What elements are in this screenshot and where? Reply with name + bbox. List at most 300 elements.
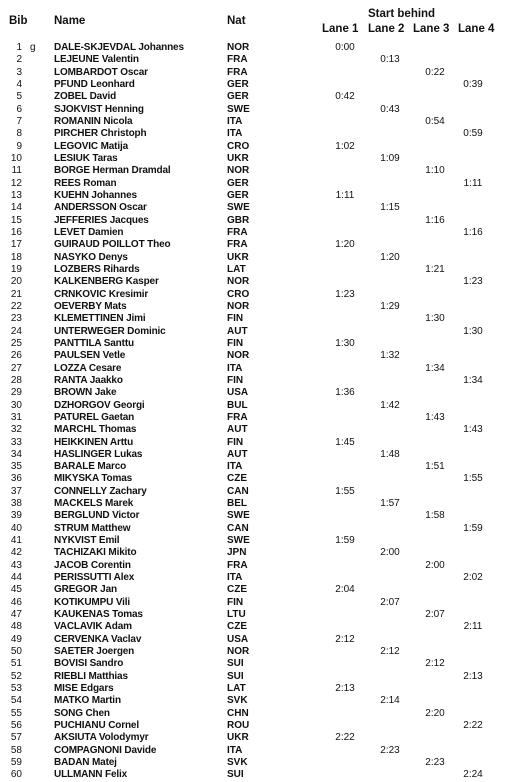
nation-code: SWE [227,510,250,522]
bib-cell: 7 [16,115,22,127]
nation-code: FRA [227,54,248,66]
athlete-name: NYKVIST Emil [54,535,120,547]
nation-code: GER [227,78,249,90]
table-row [0,190,509,202]
start-behind-time: 1:11 [335,189,355,201]
start-behind-time: 1:48 [380,448,400,460]
table-row [0,326,509,338]
athlete-name: LESIUK Taras [54,152,118,164]
athlete-name: LOZBERS Rihards [54,263,140,275]
flag-cell: g [30,42,36,53]
bib-cell: 42 [10,547,22,559]
nation-code: SWE [227,103,250,115]
athlete-name: GUIRAUD POILLOT Theo [54,239,171,251]
table-row [0,461,509,473]
bib-cell: 53 [10,683,22,695]
bib-cell: 50 [10,646,22,658]
start-behind-time: 1:43 [463,424,483,436]
bib-cell: 58 [10,744,22,756]
table-row [0,301,509,313]
bib-cell: 22 [10,300,22,312]
athlete-name: SAETER Joergen [54,646,135,658]
nation-code: ITA [227,362,243,374]
nation-code: AUT [227,424,248,436]
athlete-name: COMPAGNONI Davide [54,744,157,756]
bib-cell: 56 [10,720,22,732]
athlete-name: DZHORGOV Georgi [54,399,145,411]
bib-cell: 30 [10,399,22,411]
table-row [0,437,509,449]
athlete-name: HEIKKINEN Arttu [54,436,134,448]
table-row [0,584,509,596]
nation-code: FRA [227,559,248,571]
bib-cell: 41 [10,535,22,547]
table-row [0,141,509,153]
table-row [0,732,509,744]
lane1-header: Lane 1 [322,23,359,35]
table-row [0,116,509,128]
start-behind-time: 1:42 [380,399,400,411]
athlete-name: JEFFERIES Jacques [54,214,149,226]
table-row [0,535,509,547]
start-behind-time: 2:02 [463,572,483,584]
start-behind-time: 1:43 [425,411,445,423]
nation-code: USA [227,387,249,399]
athlete-name: TACHIZAKI Mikito [54,547,137,559]
nation-code: ITA [227,115,243,127]
start-behind-time: 2:00 [380,547,400,559]
table-row [0,412,509,424]
nation-code: FIN [227,374,244,386]
lane2-header: Lane 2 [368,23,405,35]
nation-code: GER [227,91,249,103]
table-row [0,264,509,276]
start-behind-time: 1:32 [380,350,400,362]
start-behind-time: 1:34 [425,362,445,374]
bib-cell: 32 [10,424,22,436]
start-behind-time: 1:09 [380,152,400,164]
nation-code: SVK [227,695,248,707]
bib-cell: 17 [10,239,22,251]
start-behind-time: 2:00 [425,559,445,571]
bib-cell: 36 [10,473,22,485]
table-row [0,424,509,436]
bib-cell: 40 [10,522,22,534]
nation-code: LAT [227,263,246,275]
start-behind-header: Start behind [368,8,436,20]
nation-code: AUT [227,448,248,460]
bib-cell: 13 [10,189,22,201]
bib-cell: 14 [10,202,22,214]
bib-cell: 11 [11,165,22,177]
table-row [0,104,509,116]
athlete-name: STRUM Matthew [54,522,131,534]
start-behind-time: 2:12 [425,658,445,670]
athlete-name: PIRCHER Christoph [54,128,147,140]
lane3-header: Lane 3 [413,23,450,35]
bib-cell: 24 [10,325,22,337]
table-row [0,289,509,301]
table-row [0,227,509,239]
nation-code: FRA [227,66,248,78]
nation-code: NOR [227,350,250,362]
bib-cell: 44 [10,572,22,584]
table-row [0,42,509,54]
bib-cell: 43 [10,559,22,571]
bib-cell: 49 [10,633,22,645]
table-row [0,658,509,670]
bib-cell: 37 [10,485,22,497]
athlete-name: ROMANIN Nicola [54,115,133,127]
bib-cell: 55 [10,707,22,719]
athlete-name: PERISSUTTI Alex [54,572,135,584]
bib-cell: 51 [10,658,22,670]
athlete-name: NASYKO Denys [54,251,128,263]
table-row [0,338,509,350]
bib-cell: 26 [10,350,22,362]
athlete-name: KOTIKUMPU Vili [54,596,131,608]
start-behind-time: 0:22 [425,66,445,78]
table-row [0,572,509,584]
athlete-name: UNTERWEGER Dominic [54,325,166,337]
table-row [0,54,509,66]
bib-cell: 27 [10,362,22,374]
start-behind-time: 1:55 [463,473,483,485]
bib-cell: 47 [10,609,22,621]
start-behind-time: 0:42 [335,91,355,103]
nation-code: GBR [227,214,250,226]
athlete-name: LEVET Damien [54,226,124,238]
bib-cell: 15 [10,214,22,226]
nation-code: LTU [227,609,246,621]
start-behind-time: 1:15 [380,202,400,214]
table-row [0,400,509,412]
bib-cell: 45 [10,584,22,596]
name-header: Name [54,15,86,27]
table-row [0,597,509,609]
athlete-name: BOVISI Sandro [54,658,124,670]
table-row [0,523,509,535]
nation-code: UKR [227,732,249,744]
start-behind-time: 1:34 [463,374,483,386]
nation-code: SUI [227,769,244,781]
nation-code: CAN [227,522,249,534]
start-behind-time: 1:16 [425,214,445,226]
start-behind-time: 2:22 [335,732,355,744]
start-behind-time: 1:59 [463,522,483,534]
bib-cell: 39 [10,510,22,522]
table-row [0,486,509,498]
nation-code: FRA [227,239,248,251]
nation-code: NOR [227,646,250,658]
nation-code: CZE [227,473,247,485]
bib-cell: 18 [10,251,22,263]
start-behind-time: 2:13 [463,670,483,682]
nation-code: SVK [227,757,248,769]
nation-code: BEL [227,498,247,510]
nation-code: NOR [227,42,250,53]
nation-code: SWE [227,535,250,547]
table-row [0,757,509,769]
table-row [0,350,509,362]
bib-cell: 29 [10,387,22,399]
nation-code: CRO [227,288,250,300]
start-behind-time: 1:51 [425,461,445,473]
nation-code: ITA [227,744,243,756]
start-behind-time: 2:23 [380,744,400,756]
athlete-name: JACOB Corentin [54,559,131,571]
athlete-name: RANTA Jaakko [54,374,123,386]
athlete-name: OEVERBY Mats [54,300,127,312]
table-row [0,449,509,461]
nation-code: CRO [227,140,250,152]
athlete-name: BARALE Marco [54,461,127,473]
athlete-name: BROWN Jake [54,387,117,399]
bib-cell: 52 [10,670,22,682]
athlete-name: MISE Edgars [54,683,114,695]
nation-code: JPN [227,547,247,559]
bib-cell: 48 [10,621,22,633]
table-row [0,671,509,683]
bib-cell: 33 [10,436,22,448]
nation-code: NOR [227,165,250,177]
start-behind-time: 0:13 [380,54,400,66]
athlete-name: MARCHL Thomas [54,424,137,436]
athlete-name: HASLINGER Lukas [54,448,143,460]
table-row [0,621,509,633]
nation-code: ROU [227,720,250,732]
table-row [0,708,509,720]
bib-cell: 57 [10,732,22,744]
athlete-name: MATKO Martin [54,695,121,707]
start-behind-time: 0:59 [463,128,483,140]
table-row [0,215,509,227]
athlete-name: BERGLUND Victor [54,510,140,522]
athlete-name: KUEHN Johannes [54,189,137,201]
nation-code: NOR [227,300,250,312]
table-row [0,609,509,621]
athlete-name: DALE-SKJEVDAL Johannes [54,42,184,53]
table-row [0,720,509,732]
bib-cell: 35 [10,461,22,473]
start-behind-time: 1:36 [335,387,355,399]
start-behind-time: 2:23 [425,757,445,769]
nation-code: FIN [227,436,244,448]
athlete-name: KALKENBERG Kasper [54,276,159,288]
nation-code: GER [227,189,249,201]
start-behind-time: 2:12 [380,646,400,658]
bib-cell: 60 [10,769,22,781]
athlete-name: REES Roman [54,177,117,189]
bib-cell: 31 [10,411,22,423]
start-behind-time: 1:29 [380,300,400,312]
table-row [0,387,509,399]
athlete-name: RIEBLI Matthias [54,670,128,682]
bib-header: Bib [9,15,28,27]
nation-code: UKR [227,152,249,164]
table-row [0,252,509,264]
athlete-name: ULLMANN Felix [54,769,128,781]
table-row [0,560,509,572]
table-row [0,128,509,140]
nation-code: UKR [227,251,249,263]
athlete-name: ZOBEL David [54,91,117,103]
bib-cell: 3 [16,66,22,78]
nation-code: AUT [227,325,248,337]
start-list-table [0,42,509,782]
athlete-name: PUCHIANU Cornel [54,720,139,732]
nation-code: FRA [227,226,248,238]
start-behind-time: 1:23 [463,276,483,288]
nation-code: USA [227,633,249,645]
start-behind-time: 1:02 [335,140,355,152]
start-behind-time: 0:43 [380,103,400,115]
athlete-name: LOZZA Cesare [54,362,122,374]
start-behind-time: 1:58 [425,510,445,522]
start-behind-time: 1:20 [335,239,355,251]
athlete-name: SONG Chen [54,707,110,719]
nation-code: ITA [227,128,243,140]
start-behind-time: 1:30 [335,337,355,349]
table-row [0,498,509,510]
table-row [0,178,509,190]
athlete-name: SJOKVIST Henning [54,103,144,115]
athlete-name: GREGOR Jan [54,584,117,596]
athlete-name: CRNKOVIC Kresimir [54,288,149,300]
bib-cell: 20 [10,276,22,288]
table-row [0,363,509,375]
start-behind-time: 1:57 [380,498,400,510]
table-row [0,239,509,251]
start-behind-time: 2:22 [463,720,483,732]
nation-code: FIN [227,596,244,608]
bib-cell: 8 [16,128,22,140]
athlete-name: PATUREL Gaetan [54,411,135,423]
start-behind-time: 2:13 [335,683,355,695]
bib-cell: 4 [16,78,22,90]
table-row [0,165,509,177]
bib-cell: 34 [10,448,22,460]
table-row [0,510,509,522]
start-behind-time: 1:55 [335,485,355,497]
nation-code: FIN [227,337,244,349]
table-row [0,79,509,91]
athlete-name: BADAN Matej [54,757,117,769]
start-behind-time: 2:04 [335,584,355,596]
athlete-name: LEJEUNE Valentin [54,54,139,66]
athlete-name: MACKELS Marek [54,498,134,510]
bib-cell: 38 [10,498,22,510]
athlete-name: KAUKENAS Tomas [54,609,143,621]
start-behind-time: 2:07 [425,609,445,621]
bib-cell: 1 [16,42,22,53]
bib-cell: 28 [10,374,22,386]
nation-code: CZE [227,621,247,633]
bib-cell: 25 [10,337,22,349]
start-behind-time: 2:07 [380,596,400,608]
nation-code: FRA [227,411,248,423]
table-row [0,646,509,658]
start-behind-time: 1:45 [335,436,355,448]
nation-code: SWE [227,202,250,214]
bib-cell: 54 [10,695,22,707]
table-row [0,695,509,707]
bib-cell: 5 [16,91,22,103]
athlete-name: VACLAVIK Adam [54,621,132,633]
start-behind-time: 1:20 [380,251,400,263]
bib-cell: 9 [16,140,22,152]
nation-code: NOR [227,276,250,288]
table-row [0,276,509,288]
nation-code: GER [227,177,249,189]
start-behind-time: 0:39 [463,78,483,90]
nation-code: ITA [227,572,243,584]
table-row [0,745,509,757]
athlete-name: KLEMETTINEN Jimi [54,313,146,325]
bib-cell: 21 [10,288,22,300]
nation-code: LAT [227,683,246,695]
table-row [0,202,509,214]
bib-cell: 6 [16,103,22,115]
table-row [0,313,509,325]
start-behind-time: 1:11 [463,177,483,189]
table-row [0,153,509,165]
athlete-name: PANTTILA Santtu [54,337,134,349]
start-behind-time: 2:20 [425,707,445,719]
athlete-name: CONNELLY Zachary [54,485,147,497]
table-row [0,473,509,485]
start-behind-time: 1:59 [335,535,355,547]
start-behind-time: 1:30 [425,313,445,325]
nat-header: Nat [227,15,246,27]
start-behind-time: 0:00 [335,42,355,53]
nation-code: SUI [227,658,244,670]
start-behind-time: 0:54 [425,115,445,127]
athlete-name: PAULSEN Vetle [54,350,126,362]
table-row [0,634,509,646]
athlete-name: CERVENKA Vaclav [54,633,142,645]
bib-cell: 12 [10,177,22,189]
start-behind-time: 2:11 [463,621,483,633]
bib-cell: 59 [10,757,22,769]
nation-code: ITA [227,461,243,473]
start-behind-time: 1:21 [425,263,445,275]
nation-code: BUL [227,399,248,411]
nation-code: SUI [227,670,244,682]
athlete-name: ANDERSSON Oscar [54,202,147,214]
bib-cell: 23 [10,313,22,325]
bib-cell: 2 [16,54,22,66]
nation-code: CAN [227,485,249,497]
start-behind-time: 2:12 [335,633,355,645]
athlete-name: LEGOVIC Matija [54,140,129,152]
lane4-header: Lane 4 [458,23,495,35]
nation-code: CHN [227,707,249,719]
start-behind-time: 1:16 [463,226,483,238]
table-row [0,547,509,559]
start-behind-time: 2:24 [463,769,483,781]
start-behind-time: 2:14 [380,695,400,707]
table-row [0,91,509,103]
bib-cell: 16 [10,226,22,238]
athlete-name: LOMBARDOT Oscar [54,66,148,78]
table-row [0,375,509,387]
bib-cell: 46 [10,596,22,608]
nation-code: FIN [227,313,244,325]
athlete-name: AKSIUTA Volodymyr [54,732,149,744]
athlete-name: PFUND Leonhard [54,78,135,90]
start-behind-time: 1:10 [425,165,445,177]
